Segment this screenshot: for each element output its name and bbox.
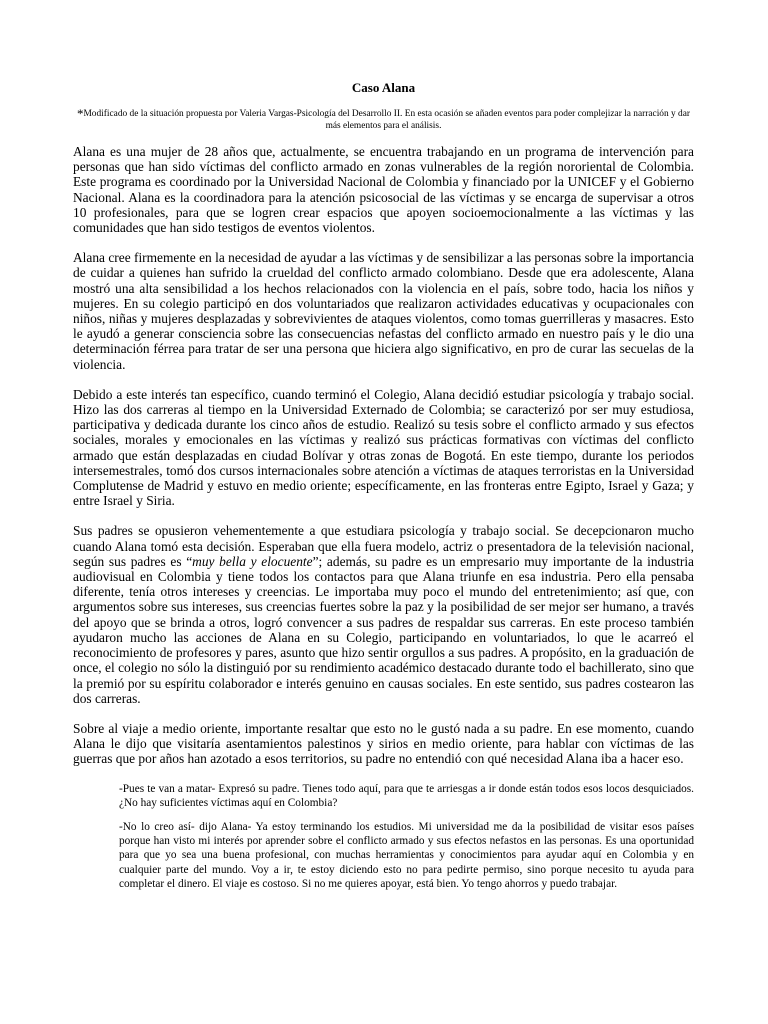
paragraph-4	[73, 523, 694, 705]
paragraph-4-text-a: Sus padres se opusieron vehementemente a que estudiara psicología y trabajo social. Se decepcionaron mucho cuando Alana tomó esta decisión. Esperaban que ella fuera modelo, actriz o presentadora de la televisión nacional, según sus padres es “	[73, 523, 694, 569]
document-page	[73, 80, 694, 901]
document-title: Caso Alana	[351, 80, 416, 95]
dialogue-father: -Pues te van a matar- Expresó su padre. Tienes todo aquí, para que te arriesgas a ir donde están todos esos locos desquiciados. ¿No hay suficientes víctimas aquí en Colombia?	[119, 782, 694, 809]
paragraph-2: Alana cree firmemente en la necesidad de ayudar a las víctimas y de sensibilizar a las personas sobre la importancia de cuidar a quienes han sufrido la crueldad del conflicto armado colombiano. Desde que era adolescente, Alana mostró una alta sensibilidad a los hechos relacionados con la violencia en el país, sobre todo, hacia los niños y mujeres. En su colegio participó en dos voluntariados que realizaron actividades educativas y ocupacionales con niños, niñas y mujeres desplazadas y sobrevivientes de ataques violentos, como tomas guerrilleras y masacres. Esto le ayudó a generar consciencia sobre las consecuencias nefastas del conflicto armado en nuestro país y le dio una determinación férrea para tratar de ser una persona que hiciera algo significativo, en pro de curar las secuelas de la violencia.	[73, 250, 694, 372]
dialogue-alana: -No lo creo así- dijo Alana- Ya estoy terminando los estudios. Mi universidad me da la posibilidad de visitar esos países porque han visto mi interés por aprender sobre el conflicto armado y sus efectos nefastos en las personas. Es una oportunidad para que yo sea una buena profesional, con muchas herramientas y conocimientos para ayudar aquí en Colombia y en cualquier parte del mundo. Voy a ir, te estoy diciendo esto no para pedirte permiso, sino porque necesito tu ayuda para completar el dinero. El viaje es costoso. Si no me quieres apoyar, está bien. Yo tengo ahorros y puedo trabajar.	[119, 820, 694, 890]
paragraph-3: Debido a este interés tan específico, cuando terminó el Colegio, Alana decidió estudiar psicología y trabajo social. Hizo las dos carreras al tiempo en la Universidad Externado de Colombia; se caracterizó por ser muy estudiosa, participativa y dedicada durante los cinco años de estudio. Realizó su tesis sobre el conflicto armado y sus efectos sociales, morales y emocionales en las víctimas y realizó sus prácticas formativas con víctimas del conflicto armado que están desplazadas en ciudad Bolívar y otras zonas de Bogotá. En este tiempo, durante los periodos intersemestrales, tomó dos cursos internacionales sobre atención a víctimas de ataques terroristas en la Universidad Complutense de Madrid y estuvo en medio oriente; específicamente, en las fronteras entre Egipto, Israel y Gaza; y entre Israel y Siria.	[73, 386, 694, 509]
paragraph-4-italic-quote: muy bella y elocuente	[192, 553, 313, 569]
paragraph-5: Sobre al viaje a medio oriente, importante resaltar que esto no le gustó nada a su padre. En ese momento, cuando Alana le dijo que visitaría asentamientos palestinos y sirios en medio oriente, para hablar con víctimas de las guerras que por años han azotado a esos territorios, su padre no entendió con qué necesidad Alana iba a hacer eso.	[73, 720, 694, 767]
title-footnote	[73, 108, 694, 132]
paragraph-4-text-b: ”; además, su padre es un empresario muy importante de la industria audiovisual en Colombia y tiene todos los contactos para que Alana triunfe en esa industria. Pero ella pensaba diferente, tenía otros intereses y creencias. Le importaba muy poco el mundo del entretenimiento; así que, con argumentos sobre sus intereses, sus creencias fuertes sobre la paz y la posibilidad de ser mejor ser humano, a través del apoyo que se brinda a otros, logró convencer a sus padres de respaldar sus carreras. En este proceso también ayudaron mucho las acciones de Alana en su Colegio, participando en voluntariados, lo que le acarreó el reconocimiento de profesores y pares, asunto que hizo sentir orgullos a sus padres. A propósito, en la graduación de once, el colegio no sólo la distinguió por su rendimiento académico destacado durante todo el bachillerato, sino que la premió por su espíritu colaborador e interés genuino en causas sociales. En este sentido, sus padres costearon las dos carreras.	[73, 553, 694, 706]
footnote-text: Modificado de la situación propuesta por Valeria Vargas-Psicología del Desarrollo II. En esta ocasión se añaden eventos para poder complejizar la narración y dar más elementos para el análisis.	[83, 109, 691, 131]
footnote-asterisk: *	[76, 106, 84, 121]
paragraph-1: Alana es una mujer de 28 años que, actualmente, se encuentra trabajando en un programa de intervención para personas que han sido víctimas del conflicto armado en zonas vulnerables de la región nororiental de Colombia. Este programa es coordinado por la Universidad Nacional de Colombia y financiado por la UNICEF y el Gobierno Nacional. Alana es la coordinadora para la atención psicosocial de las víctimas y se encarga de supervisar a otros 10 profesionales, para que se logren crear espacios que apoyen socioemocionalmente a las víctimas y las comunidades que han sido testigos de eventos violentos.	[73, 144, 694, 236]
